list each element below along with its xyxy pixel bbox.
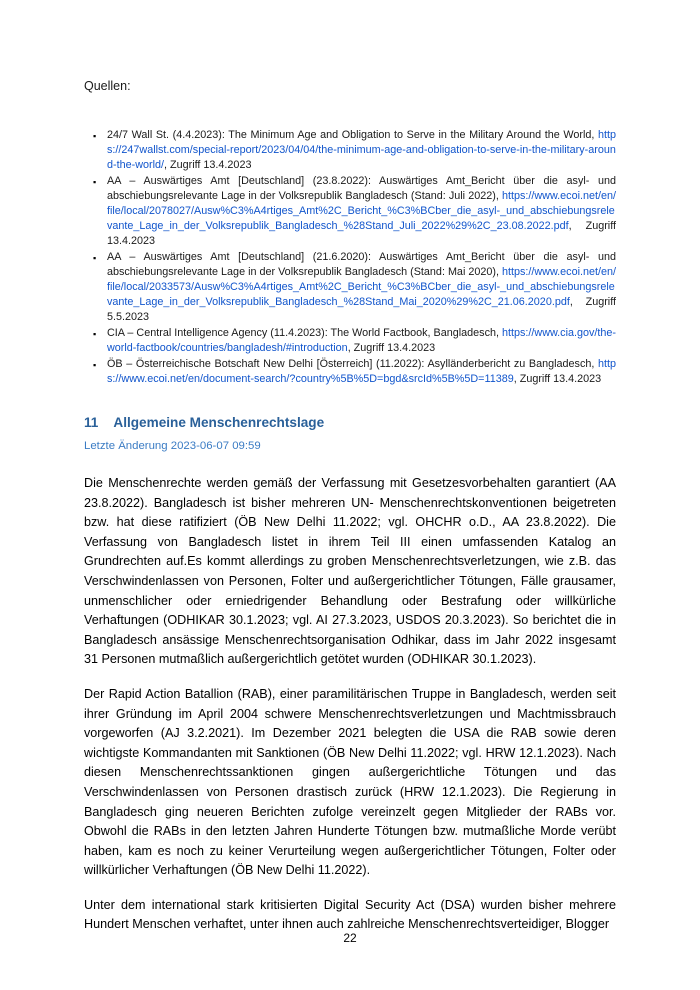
source-text: ÖB – Österreichische Botschaft New Delhi [Österreich] (11.2022): Asylländerbericht zu Bangladesch, (107, 358, 598, 370)
source-item (107, 326, 616, 356)
section-number: 11 (84, 415, 99, 430)
body-paragraph: Unter dem international stark kritisierten Digital Security Act (DSA) wurden bisher mehrere Hundert Menschen verhaftet, unter ihnen auch zahlreiche Menschenrechtsverteidiger, Blogger (84, 897, 616, 932)
source-text: , Zugriff 13.4.2023 (164, 159, 252, 171)
source-item (107, 357, 616, 387)
source-text: , Zugriff 13.4.2023 (513, 373, 602, 385)
page-number: 22 (343, 931, 357, 945)
sources-list (84, 128, 616, 387)
source-text: , Zugriff 13.4.2023 (347, 342, 436, 354)
source-link[interactable]: https://www.ecoi.net/en/document-search/?country%5B%5D=bgd&srcId%5B%5D=11389 (107, 358, 616, 385)
sources-label: Quellen: (84, 79, 131, 93)
source-text: 24/7 Wall St. (4.4.2023): The Minimum Age and Obligation to Serve in the Military Around the World, (107, 129, 598, 141)
source-item (107, 128, 616, 173)
source-text: , Zugriff 5.5.2023 (107, 296, 616, 323)
source-item (107, 250, 616, 325)
source-text: AA – Auswärtiges Amt [Deutschland] (23.8.2022): Auswärtiges Amt_Bericht über die asyl- und abschiebungsrelevante Lage in der Volksrepublik Bangladesch (Stand: Juli 2022), (107, 175, 616, 202)
last-change-timestamp: Letzte Änderung 2023-06-07 09:59 (84, 440, 261, 452)
source-item (107, 174, 616, 249)
body-paragraph: Der Rapid Action Batallion (RAB), einer paramilitärischen Truppe in Bangladesch, werden seit ihrer Gründung im April 2004 schwere Menschenrechtsverletzungen und Machtmissbrauch vorgeworfen (AJ 3.2.2021). Im Dezember 2021 belegten die USA die RAB sowie deren wichtigste Kommandanten mit Sanktionen (ÖB New Delhi 11.2022; vgl. HRW 12.1.2023). Nach diesen Menschenrechtssanktionen gingen außergerichtliche Tötungen und das Verschwindenlassen von Personen drastisch zurück (HRW 12.1.2023). Die Regierung in Bangladesch ging neueren Berichten zufolge vereinzelt gegen Mitglieder der RABs vor. Obwohl die RABs in den letzten Jahren Hunderte Tötungen bzw. mutmaßliche Morde verübt haben, kam es noch zu keiner Verurteilung wegen außergerichtlicher Tötungen, Folter oder willkürlicher Verhaftungen (ÖB New Delhi 11.2022). (84, 686, 616, 878)
source-link[interactable]: https://www.ecoi.net/en/file/local/2033573/Ausw%C3%A4rtiges_Amt%2C_Bericht_%C3%BCber_die_asyl-_und_abschiebungsrelevante_Lage_in_der_Volksrepublik_Bangladesch_%28Stand_Mai_2020%29%2C_21.06.2020.pdf (107, 266, 616, 308)
section-title: Allgemeine Menschenrechtslage (113, 415, 325, 430)
source-text: , Zugriff 13.4.2023 (107, 220, 616, 247)
source-text: AA – Auswärtiges Amt [Deutschland] (21.6.2020): Auswärtiges Amt_Bericht über die asyl- und abschiebungsrelevante Lage in der Volksrepublik Bangladesch (Stand: Mai 2020), (107, 251, 616, 278)
source-link[interactable]: https://www.ecoi.net/en/file/local/2078027/Ausw%C3%A4rtiges_Amt%2C_Bericht_%C3%BCber_die_asyl-_und_abschiebungsrelevante_Lage_in_der_Volksrepublik_Bangladesch_%28Stand_Juli_2022%29%2C_23.08.2022.pdf (107, 190, 616, 232)
source-link[interactable]: https://247wallst.com/special-report/2023/04/04/the-minimum-age-and-obligation-to-serve-in-the-military-around-the-world/ (107, 129, 616, 171)
body-paragraph: Die Menschenrechte werden gemäß der Verfassung mit Gesetzesvorbehalten garantiert (AA 23.8.2022). Bangladesch ist bisher mehreren UN- Menschenrechtskonventionen beigetreten bzw. hat diese ratifiziert (ÖB New Delhi 11.2022; vgl. OHCHR o.D., AA 23.8.2022). Die Verfassung von Bangladesch listet in ihrem Teil III einen umfassenden Katalog an Grundrechten auf.Es kommt allerdings zu groben Menschenrechtsverletzungen, wie z.B. das Verschwindenlassen von Personen, Folter und außergerichtlicher Tötungen, Fälle grausamer, unmenschlicher oder erniedrigender Behandlung oder Bestrafung oder willkürliche Verhaftungen (ODHIKAR 30.1.2023; vgl. AI 27.3.2023, USDOS 20.3.2023). So berichtet die in Bangladesch ansässige Menschenrechtsorganisation Odhikar, dass im Jahr 2022 insgesamt 31 Personen mutmaßlich außergerichtlich getötet wurden (ODHIKAR 30.1.2023). (84, 476, 616, 667)
source-text: CIA – Central Intelligence Agency (11.4.2023): The World Factbook, Bangladesch, (107, 327, 502, 339)
section-heading (84, 414, 616, 432)
source-link[interactable]: https://www.cia.gov/the-world-factbook/countries/bangladesh/#introduction (107, 327, 616, 354)
